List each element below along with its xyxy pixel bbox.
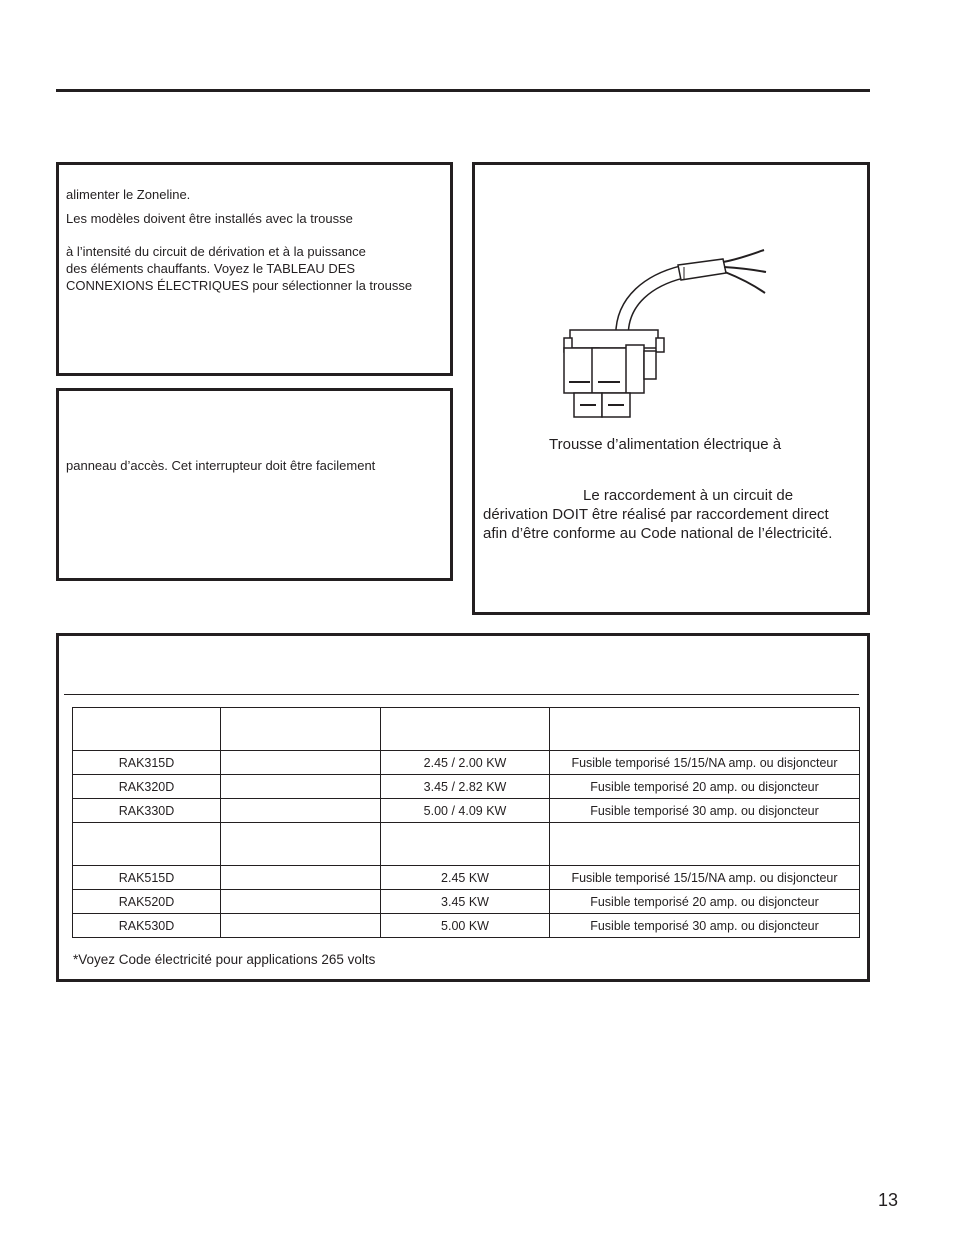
disconnect-switch-box (56, 388, 453, 581)
blank-cell (221, 751, 381, 775)
fuse-cell: Fusible temporisé 30 amp. ou disjoncteur (550, 799, 860, 823)
header-cell (550, 708, 860, 751)
kit-model-cell: RAK320D (73, 775, 221, 799)
note-line-3: afin d’être conforme au Code national de l’électricité. (483, 525, 833, 542)
blank-cell (221, 890, 381, 914)
kit-model-cell: RAK515D (73, 866, 221, 890)
kit-text-line-3: à l’intensité du circuit de dérivation et à la puissance (66, 244, 366, 259)
fuse-cell: Fusible temporisé 30 amp. ou disjoncteur (550, 914, 860, 938)
kit-model-cell: RAK330D (73, 799, 221, 823)
figure-caption: Trousse d’alimentation électrique à (549, 436, 782, 453)
electrical-connections-table (72, 707, 860, 938)
kit-model-cell: RAK520D (73, 890, 221, 914)
table-header-row (73, 708, 860, 751)
power-cell: 2.45 KW (381, 866, 550, 890)
power-cell: 5.00 KW (381, 914, 550, 938)
table-title-rule (64, 694, 859, 695)
header-cell (550, 823, 860, 866)
table-row (73, 866, 860, 890)
header-cell (221, 708, 381, 751)
header-cell (73, 708, 221, 751)
kit-model-cell: RAK315D (73, 751, 221, 775)
fuse-cell: Fusible temporisé 15/15/NA amp. ou disjoncteur (550, 866, 860, 890)
power-cell: 5.00 / 4.09 KW (381, 799, 550, 823)
table-row (73, 751, 860, 775)
table-footnote: *Voyez Code électricité pour applications 265 volts (73, 952, 376, 967)
table-row (73, 914, 860, 938)
power-cord-kit-illustration (560, 245, 770, 420)
kit-text-line-1: alimenter le Zoneline. (66, 187, 191, 202)
blank-cell (221, 866, 381, 890)
switch-text-line-1: panneau d’accès. Cet interrupteur doit être facilement (66, 458, 376, 473)
note-line-2: dérivation DOIT être réalisé par raccordement direct (483, 506, 829, 523)
power-cell: 3.45 / 2.82 KW (381, 775, 550, 799)
table-subheader-row (73, 823, 860, 866)
page-number: 13 (878, 1190, 899, 1210)
fuse-cell: Fusible temporisé 20 amp. ou disjoncteur (550, 890, 860, 914)
kit-model-cell: RAK530D (73, 914, 221, 938)
note-line-1: Le raccordement à un circuit de (583, 487, 794, 504)
blank-cell (221, 914, 381, 938)
header-cell (221, 823, 381, 866)
power-cell: 3.45 KW (381, 890, 550, 914)
header-cell (73, 823, 221, 866)
fuse-cell: Fusible temporisé 20 amp. ou disjoncteur (550, 775, 860, 799)
power-cell: 2.45 / 2.00 KW (381, 751, 550, 775)
table-row (73, 775, 860, 799)
header-cell (381, 823, 550, 866)
kit-text-line-2: Les modèles doivent être installés avec la trousse (66, 211, 353, 226)
blank-cell (221, 799, 381, 823)
table-row (73, 799, 860, 823)
blank-cell (221, 775, 381, 799)
table-row (73, 890, 860, 914)
fuse-cell: Fusible temporisé 15/15/NA amp. ou disjoncteur (550, 751, 860, 775)
header-cell (381, 708, 550, 751)
kit-text-line-5: CONNEXIONS ÉLECTRIQUES pour sélectionner la trousse (66, 278, 413, 293)
kit-text-line-4: des éléments chauffants. Voyez le TABLEAU DES (66, 261, 356, 276)
header-rule (56, 89, 870, 92)
